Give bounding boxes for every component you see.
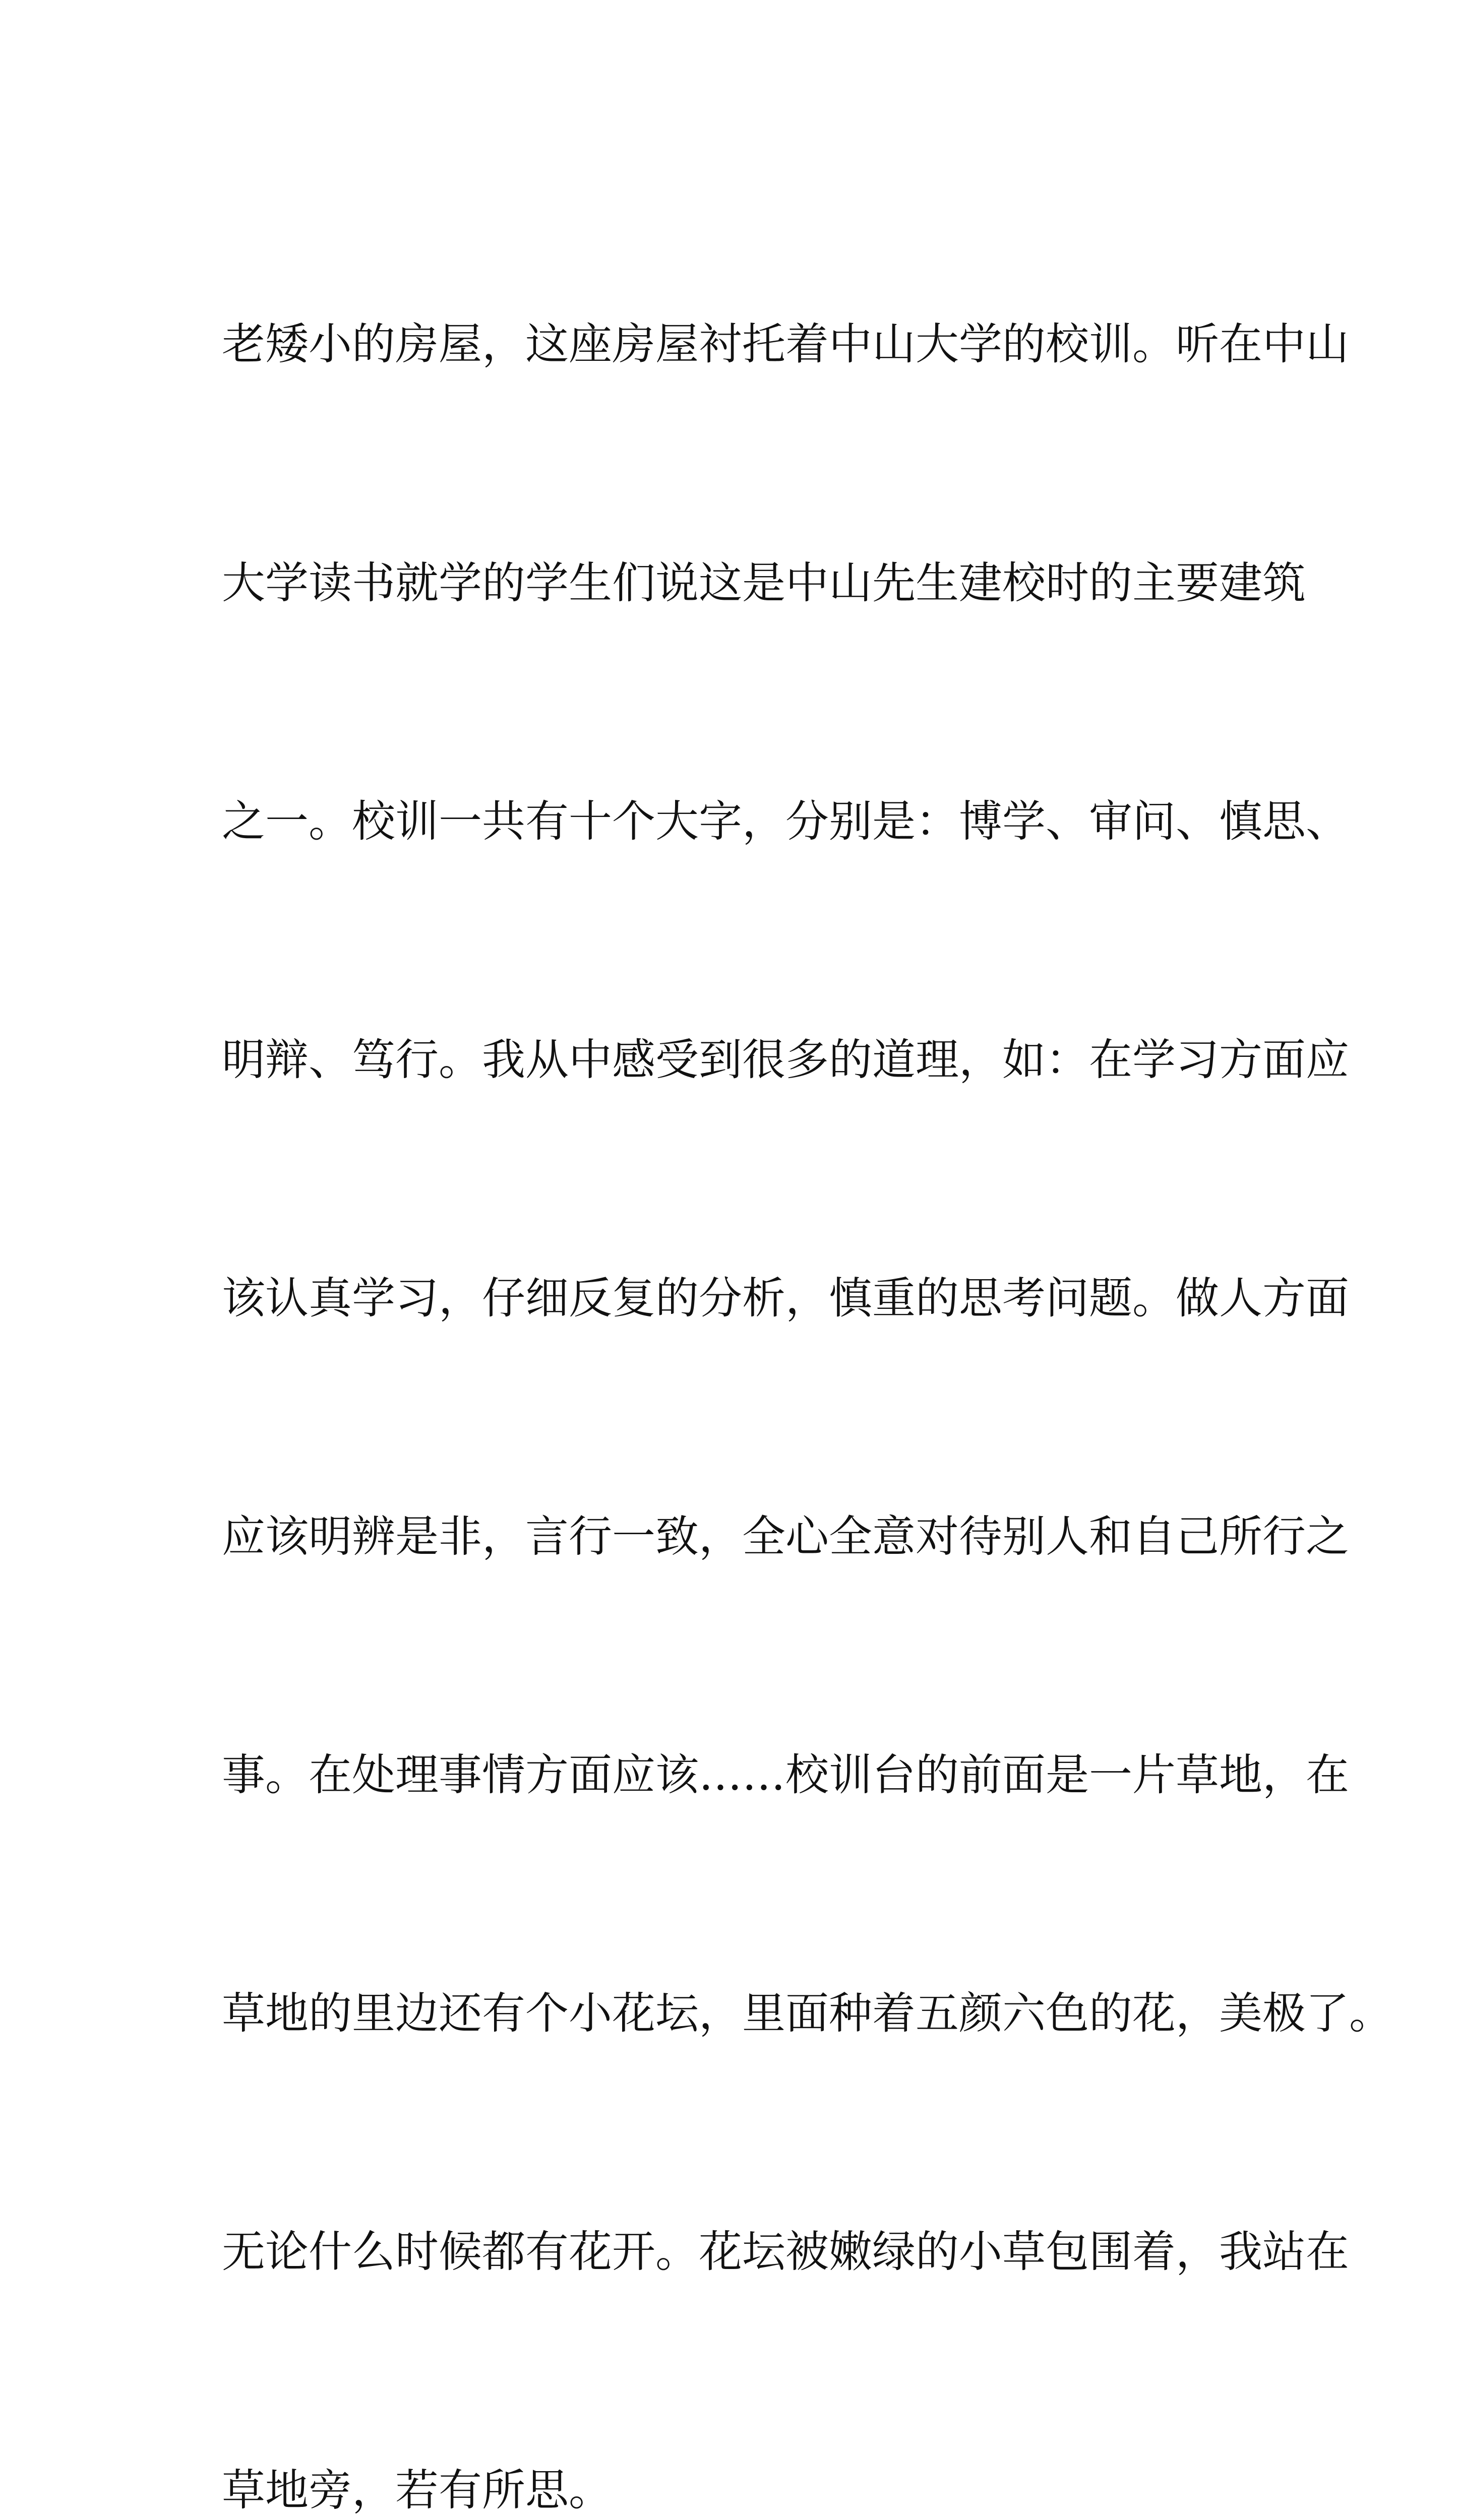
text-line: 草地旁，若有所思。: [222, 2465, 612, 2516]
text-line: 明辩、笃行。我从中感受到很多的道理，如：在学习方面应: [222, 1034, 1349, 1085]
text-line: 无论什么时候都有花开。花坛被嫩绿的小草包围着，我站在: [222, 2227, 1349, 2278]
text-line: 老矮小的房屋，这座房屋衬托着中山大学的校训。听在中山: [222, 319, 1349, 370]
document-body: [222, 146, 1392, 2520]
paragraph-school-motto: [222, 146, 1392, 2520]
text-line: 草地的里边还有个小花坛，里面种着五颜六色的花，美极了。: [222, 1988, 1392, 2039]
text-line: 应该明辨是非，言行一致，全心全意对待别人和自己所行之: [222, 1511, 1349, 1562]
text-line: 之一。校训一共有十个大字，分别是：博学、审问、慎思、: [222, 796, 1349, 847]
text-line: 事。在处理事情方面应该……校训台的前面是一片草地，在: [222, 1750, 1349, 1801]
text-line: 该认真学习，仔细反复的分析，慎重的思考问题。做人方面: [222, 1273, 1349, 1324]
text-line: 大学读书就学的学生们说这是中山先生建校时的主要建筑: [222, 557, 1306, 608]
